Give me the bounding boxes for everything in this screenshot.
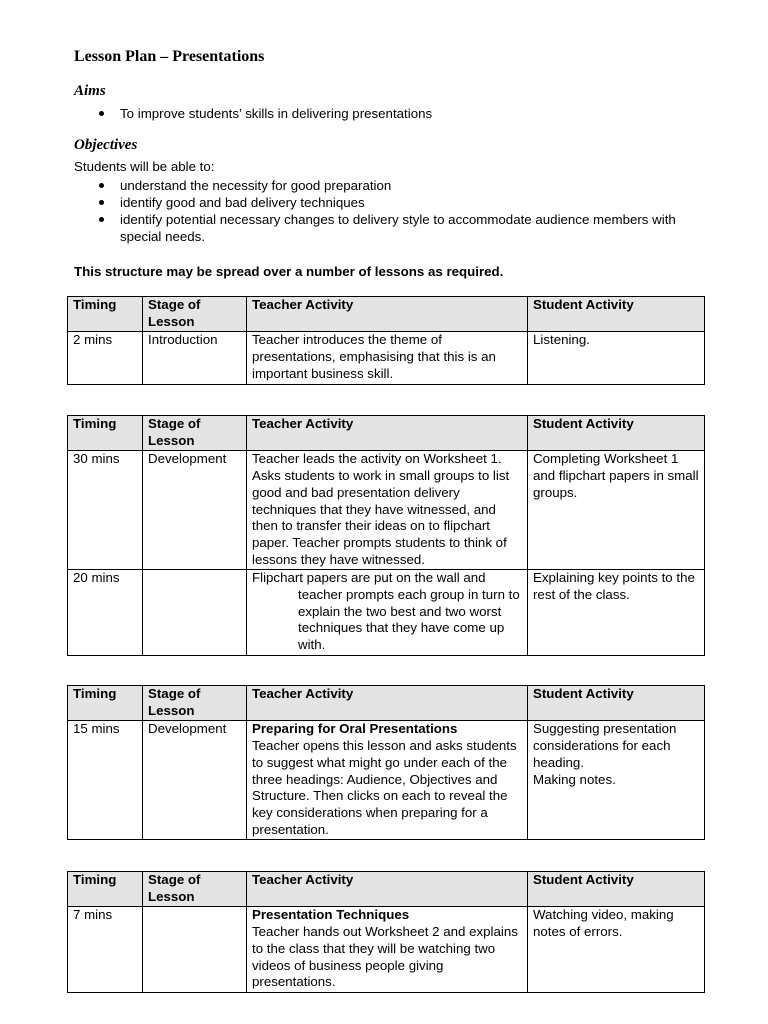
student-activity-cell: Explaining key points to the rest of the class.: [528, 570, 705, 656]
list-item: [74, 211, 714, 245]
header-teacher-activity: Teacher Activity: [247, 297, 528, 332]
aims-list: [74, 105, 714, 122]
teacher-activity-cell: [247, 721, 528, 840]
objectives-heading: Objectives: [74, 137, 138, 153]
document-title: Lesson Plan – Presentations: [74, 48, 265, 65]
objective-text: understand the necessity for good preparation: [120, 178, 392, 193]
table-header-row: [68, 416, 705, 451]
aims-heading: Aims: [74, 83, 106, 99]
header-student-activity: Student Activity: [528, 416, 705, 451]
activity-title: Preparing for Oral Presentations: [252, 721, 458, 737]
table-header-row: [68, 872, 705, 907]
header-teacher-activity: Teacher Activity: [247, 872, 528, 907]
header-timing: Timing: [68, 297, 143, 332]
header-student-activity: Student Activity: [528, 872, 705, 907]
table-header-row: [68, 297, 705, 332]
teacher-activity-indented-text: teacher prompts each group in turn to explain the two best and two worst techniques that they have come up with.: [298, 587, 520, 653]
objective-text: identify good and bad delivery techniques: [120, 195, 365, 210]
teacher-activity-text: Teacher opens this lesson and asks students to suggest what might go under each of the three headings: Audience, Objectives and Structure. Then clicks on each to reveal the key considerations when preparing for a presentation.: [252, 738, 517, 837]
timing-cell: 7 mins: [68, 907, 143, 993]
stage-cell: Introduction: [143, 332, 247, 384]
objectives-list: [74, 177, 714, 245]
teacher-activity-text: Flipchart papers are put on the wall and: [252, 570, 486, 586]
header-teacher-activity: Teacher Activity: [247, 416, 528, 451]
stage-cell: [143, 570, 247, 656]
header-stage: Stage of Lesson: [143, 686, 247, 721]
aim-text: To improve students’ skills in delivering presentations: [120, 106, 433, 121]
table-header-row: [68, 686, 705, 721]
teacher-activity-cell: Teacher introduces the theme of presentations, emphasising that this is an important business skill.: [247, 332, 528, 384]
header-timing: Timing: [68, 686, 143, 721]
bullet-icon: [99, 183, 104, 188]
lesson-table-1: [67, 296, 705, 385]
teacher-activity-cell: Teacher leads the activity on Worksheet 1. Asks students to work in small groups to list good and bad presentation delivery techniques that they have witnessed, and then to transfer their ideas on to flipchart paper. Teacher prompts students to think of lessons they have witnessed.: [247, 451, 528, 570]
table-row: [68, 907, 705, 993]
table-row: [68, 332, 705, 384]
objectives-intro: Students will be able to:: [74, 159, 215, 174]
timing-cell: 2 mins: [68, 332, 143, 384]
stage-cell: Development: [143, 451, 247, 570]
stage-cell: Development: [143, 721, 247, 840]
teacher-activity-cell: [247, 907, 528, 993]
student-activity-cell: Watching video, making notes of errors.: [528, 907, 705, 993]
header-student-activity: Student Activity: [528, 297, 705, 332]
bullet-icon: [99, 200, 104, 205]
timing-cell: 15 mins: [68, 721, 143, 840]
list-item: [74, 105, 714, 122]
student-activity-cell: Listening.: [528, 332, 705, 384]
table-row: [68, 570, 705, 656]
header-stage: Stage of Lesson: [143, 416, 247, 451]
lesson-table-3: [67, 685, 705, 840]
student-activity-cell: Suggesting presentation considerations for each heading. Making notes.: [528, 721, 705, 840]
bullet-icon: [99, 111, 104, 116]
student-activity-cell: Completing Worksheet 1 and flipchart papers in small groups.: [528, 451, 705, 570]
stage-cell: [143, 907, 247, 993]
teacher-activity-cell: [247, 570, 528, 656]
activity-title: Presentation Techniques: [252, 907, 410, 923]
header-stage: Stage of Lesson: [143, 872, 247, 907]
header-timing: Timing: [68, 872, 143, 907]
objective-text: identify potential necessary changes to delivery style to accommodate audience members with special needs.: [120, 212, 676, 244]
header-student-activity: Student Activity: [528, 686, 705, 721]
bullet-icon: [99, 217, 104, 222]
lesson-table-2: [67, 415, 705, 656]
header-teacher-activity: Teacher Activity: [247, 686, 528, 721]
lesson-table-4: [67, 871, 705, 993]
structure-note: This structure may be spread over a number of lessons as required.: [74, 264, 504, 279]
timing-cell: 20 mins: [68, 570, 143, 656]
timing-cell: 30 mins: [68, 451, 143, 570]
header-stage: Stage of Lesson: [143, 297, 247, 332]
teacher-activity-text: Teacher hands out Worksheet 2 and explains to the class that they will be watching two videos of business people giving presentations.: [252, 924, 518, 990]
table-row: [68, 721, 705, 840]
table-row: [68, 451, 705, 570]
list-item: [74, 177, 714, 194]
list-item: [74, 194, 714, 211]
header-timing: Timing: [68, 416, 143, 451]
